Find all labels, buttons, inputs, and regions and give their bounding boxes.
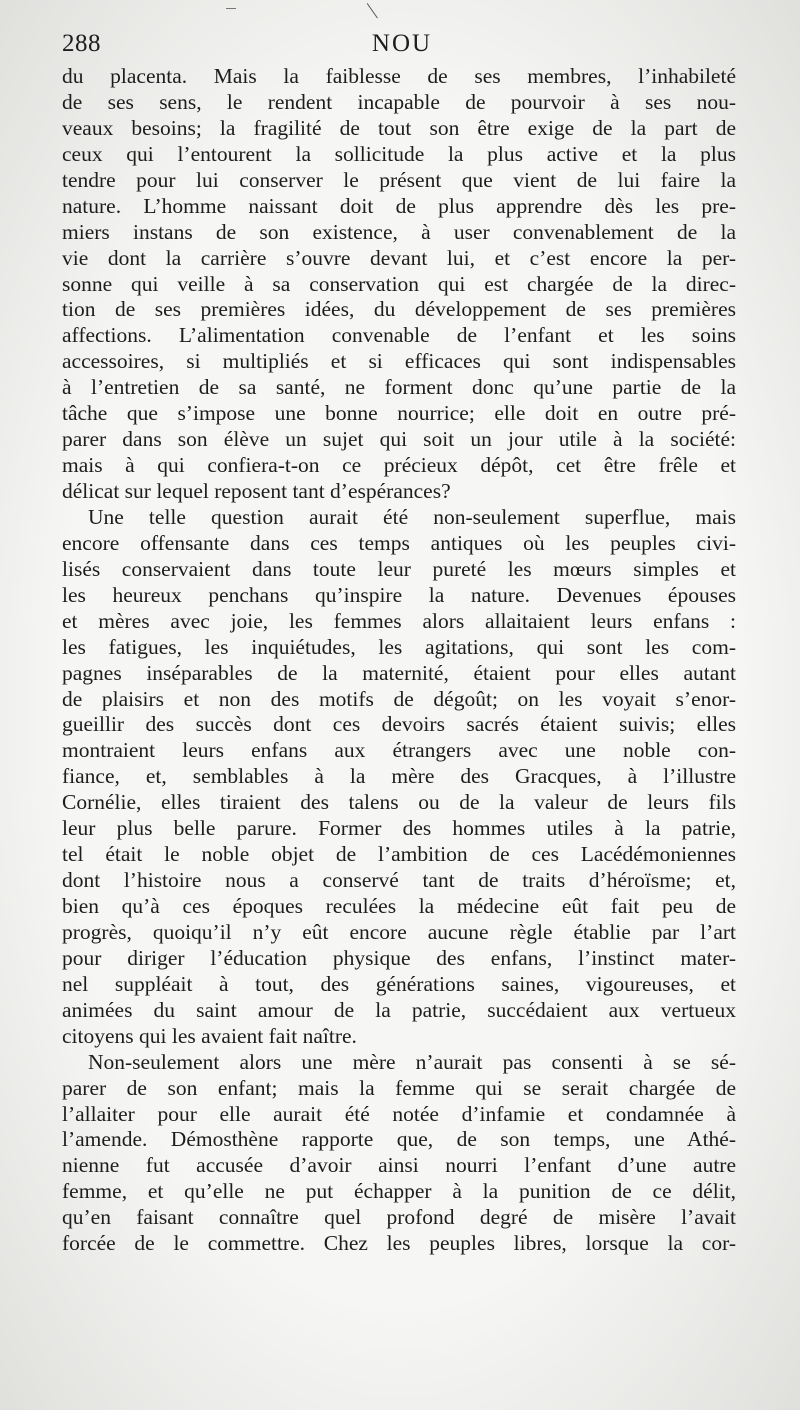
text-line: forcée de le commettre. Chez les peuples libres, lorsque la cor- bbox=[62, 1231, 736, 1256]
text-line: progrès, quoiqu’il n’y eût encore aucune règle établie par l’art bbox=[62, 919, 736, 944]
text-line: vie dont la carrière s’ouvre devant lui, et c’est encore la per- bbox=[62, 245, 736, 270]
text-line: qu’en faisant connaître quel profond degré de misère l’avait bbox=[62, 1205, 736, 1230]
ink-mark bbox=[367, 0, 395, 18]
text-line: délicat sur lequel reposent tant d’espérances? bbox=[62, 479, 451, 503]
text-line: Cornélie, elles tiraient des talens ou de la valeur de leurs fils bbox=[62, 790, 736, 815]
text-line: parer dans son élève un sujet qui soit un jour utile à la société: bbox=[62, 427, 736, 452]
text-line: tel était le noble objet de l’ambition de ces Lacédémoniennes bbox=[62, 842, 736, 867]
text-line: citoyens qui les avaient fait naître. bbox=[62, 1023, 357, 1048]
text-line: tendre pour lui conserver le présent que vient de lui faire la bbox=[62, 167, 736, 192]
text-line: de plaisirs et non des motifs de dégoût; on les voyait s’enor- bbox=[62, 686, 736, 711]
text-line: animées du saint amour de la patrie, succédaient aux vertueux bbox=[62, 997, 736, 1022]
text-line: leur plus belle parure. Former des hommes utiles à la patrie, bbox=[62, 816, 736, 841]
text-line: du placenta. Mais la faiblesse de ses membres, l’inhabileté bbox=[62, 64, 736, 88]
text-line: lisés conservaient dans toute leur pureté les mœurs simples et bbox=[62, 556, 736, 581]
text-line: dont l’histoire nous a conservé tant de traits d’héroïsme; et, bbox=[62, 868, 736, 893]
running-head bbox=[62, 30, 742, 60]
text-line: pour diriger l’éducation physique des enfans, l’instinct mater- bbox=[62, 945, 736, 970]
page-number: 288 bbox=[62, 30, 101, 57]
text-line: de ses sens, le rendent incapable de pourvoir à ses nou- bbox=[62, 89, 736, 114]
text-line: encore offensante dans ces temps antiques où les peuples civi- bbox=[62, 530, 736, 555]
text-line: affections. L’alimentation convenable de l’enfant et les soins bbox=[62, 323, 736, 348]
text-line: les heureux penchans qu’inspire la nature. Devenues épouses bbox=[62, 582, 736, 607]
text-line: tion de ses premières idées, du développement de ses premières bbox=[62, 297, 736, 322]
text-line: à l’entretien de sa santé, ne forment donc qu’une partie de la bbox=[62, 375, 736, 400]
text-line: montraient leurs enfans aux étrangers avec une noble con- bbox=[62, 738, 736, 763]
text-line: l’amende. Démosthène rapporte que, de son temps, une Athé- bbox=[62, 1127, 736, 1152]
text-line: Une telle question aurait été non-seulement superflue, mais bbox=[88, 504, 736, 529]
text-line: et mères avec joie, les femmes alors allaitaient leurs enfans : bbox=[62, 608, 736, 633]
text-line: gueillir des succès dont ces devoirs sacrés étaient suivis; elles bbox=[62, 712, 736, 737]
text-line: femme, et qu’elle ne put échapper à la punition de ce délit, bbox=[62, 1179, 736, 1204]
text-line: nature. L’homme naissant doit de plus apprendre dès les pre- bbox=[62, 193, 736, 218]
text-line: ceux qui l’entourent la sollicitude la plus active et la plus bbox=[62, 141, 736, 166]
text-line: veaux besoins; la fragilité de tout son être exige de la part de bbox=[62, 115, 736, 140]
text-line: sonne qui veille à sa conservation qui est chargée de la direc- bbox=[62, 271, 736, 296]
text-line: Non-seulement alors une mère n’aurait pas consenti à se sé- bbox=[88, 1049, 736, 1074]
text-line: nienne fut accusée d’avoir ainsi nourri l’enfant d’une autre bbox=[62, 1153, 736, 1178]
ink-mark bbox=[226, 8, 236, 27]
text-line: les fatigues, les inquiétudes, les agitations, qui sont les com- bbox=[62, 634, 736, 659]
text-line: accessoires, si multipliés et si efficaces qui sont indispensables bbox=[62, 349, 736, 374]
text-line: tâche que s’impose une bonne nourrice; elle doit en outre pré- bbox=[62, 401, 736, 426]
text-line: bien qu’à ces époques reculées la médecine eût fait peu de bbox=[62, 894, 736, 918]
section-title: NOU bbox=[371, 30, 433, 57]
text-line: mais à qui confiera-t-on ce précieux dépôt, cet être frêle et bbox=[62, 453, 736, 478]
text-line: nel suppléait à tout, des générations saines, vigoureuses, et bbox=[62, 971, 736, 996]
text-line: pagnes inséparables de la maternité, étaient pour elles autant bbox=[62, 660, 736, 685]
body-text bbox=[62, 64, 736, 1257]
text-line: l’allaiter pour elle aurait été notée d’infamie et condamnée à bbox=[62, 1101, 736, 1126]
text-line: miers instans de son existence, à user convenablement de la bbox=[62, 219, 736, 244]
text-line: parer de son enfant; mais la femme qui se serait chargée de bbox=[62, 1075, 736, 1100]
text-line: fiance, et, semblables à la mère des Gracques, à l’illustre bbox=[62, 764, 736, 789]
